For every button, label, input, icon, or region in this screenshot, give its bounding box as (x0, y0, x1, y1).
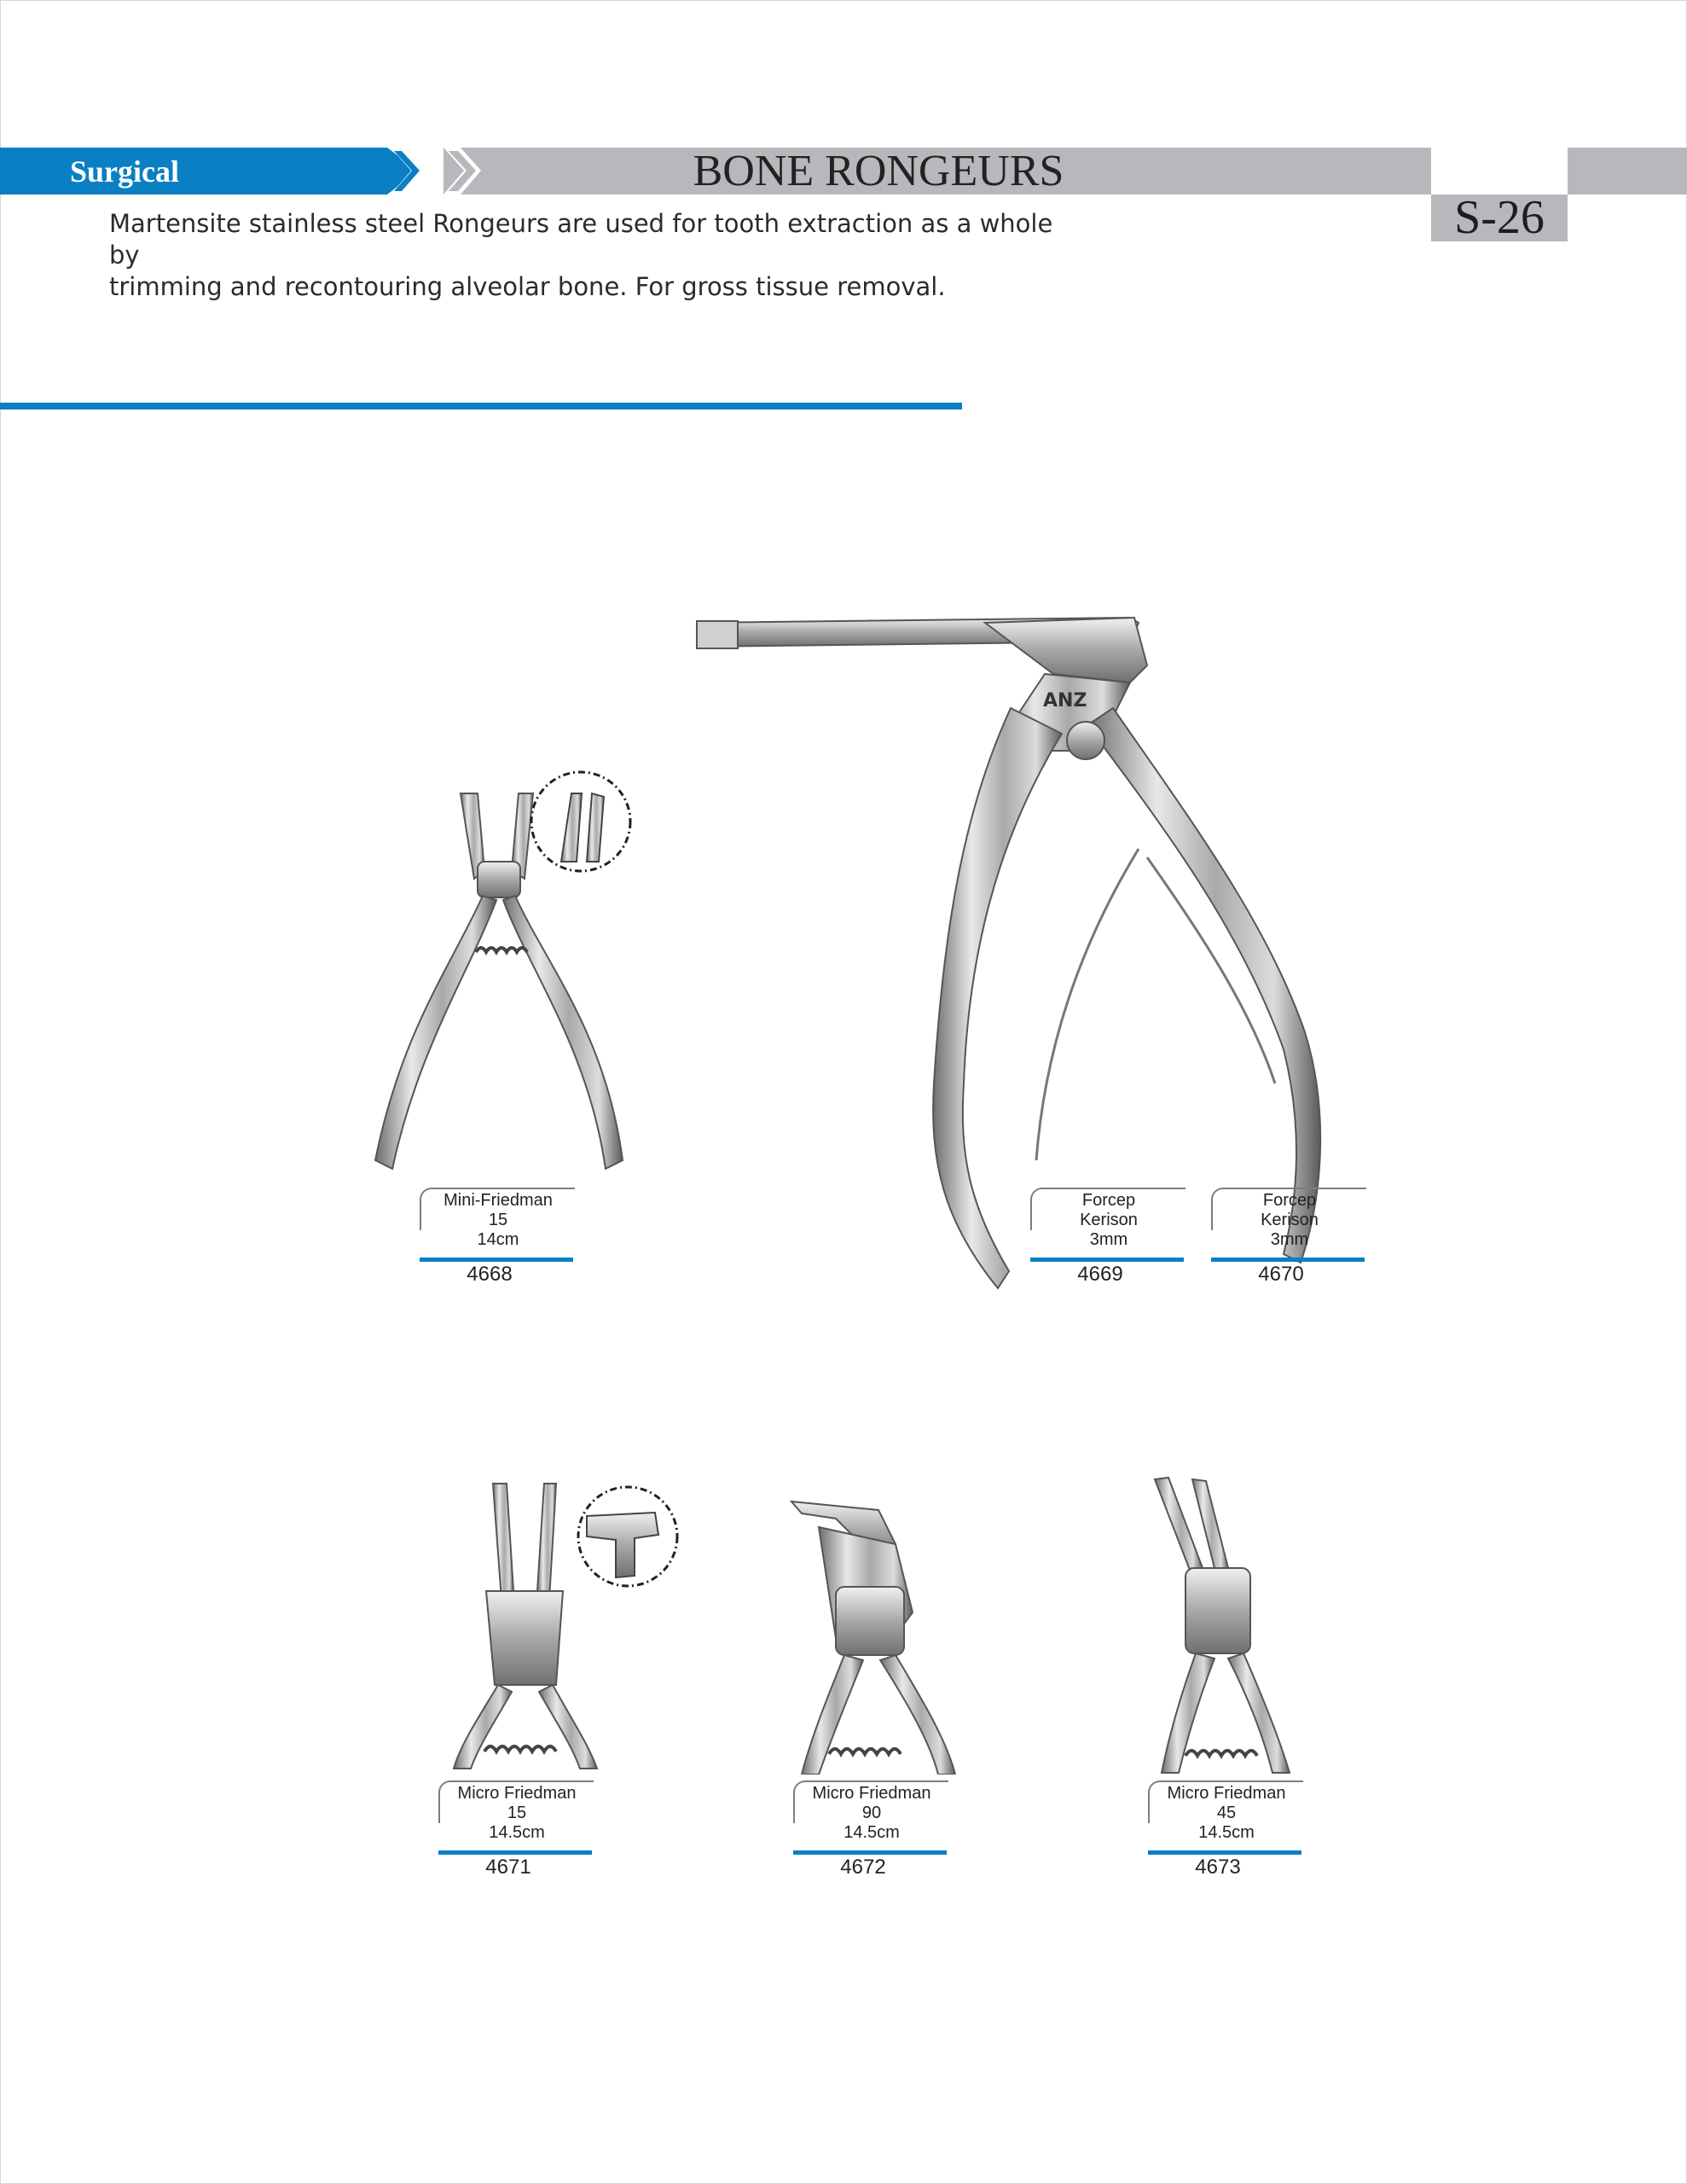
product-spec: Kerison (1261, 1211, 1319, 1229)
product-name: Micro Friedman (812, 1784, 931, 1803)
product-label-4668 (420, 1188, 577, 1286)
product-description (421, 1191, 575, 1250)
section-label: Surgical (70, 154, 180, 189)
product-size: 14.5cm (489, 1823, 545, 1842)
label-underline (438, 1850, 592, 1855)
tip-detail-icon (573, 1482, 682, 1591)
product-name: Micro Friedman (1167, 1784, 1286, 1803)
intro-paragraph (109, 208, 1090, 303)
intro-line-1: Martensite stainless steel Rongeurs are used for tooth extraction as a whole by (109, 209, 1053, 270)
chevron-right-icon (389, 148, 426, 195)
product-code: 4673 (1195, 1856, 1241, 1879)
product-code: 4672 (840, 1856, 886, 1879)
product-code: 4670 (1258, 1263, 1304, 1286)
product-label-4672 (793, 1780, 951, 1879)
section-tab (0, 148, 418, 195)
product-spec: 90 (861, 1804, 882, 1822)
chevron-right-icon (443, 148, 481, 195)
product-spec: 45 (1216, 1804, 1237, 1822)
page-title: BONE RONGEURS (693, 147, 1064, 195)
label-underline (793, 1850, 947, 1855)
product-description (795, 1784, 948, 1843)
section-divider (0, 403, 962, 410)
product-size: 14.5cm (844, 1823, 900, 1842)
product-size: 3mm (1089, 1230, 1128, 1249)
product-spec: 15 (507, 1804, 527, 1822)
product-code: 4669 (1077, 1263, 1123, 1286)
intro-line-2: trimming and recontouring alveolar bone. For gross tissue removal. (109, 272, 946, 301)
label-underline (1030, 1258, 1184, 1262)
product-description (1150, 1784, 1303, 1843)
product-name: Forcep (1081, 1191, 1136, 1210)
header-gray-bar-right (1568, 148, 1687, 195)
page-code-tab-gap (1431, 148, 1568, 195)
product-description (1213, 1191, 1366, 1250)
product-name: Mini-Friedman (443, 1191, 553, 1210)
product-size: 14cm (477, 1230, 519, 1249)
brand-logo: ANZ (1043, 690, 1087, 712)
product-label-4670 (1211, 1188, 1369, 1286)
label-underline (420, 1258, 573, 1262)
product-code: 4671 (485, 1856, 531, 1879)
product-spec: 15 (488, 1211, 508, 1229)
label-underline (1148, 1850, 1301, 1855)
product-name: Micro Friedman (457, 1784, 577, 1803)
product-spec: Kerison (1080, 1211, 1138, 1229)
product-label-4671 (438, 1780, 596, 1879)
product-code: 4668 (467, 1263, 513, 1286)
product-description (1032, 1191, 1186, 1250)
label-underline (1211, 1258, 1365, 1262)
product-label-4673 (1148, 1780, 1306, 1879)
product-description (440, 1784, 594, 1843)
micro-friedman-45-rongeur-image (1143, 1474, 1313, 1774)
product-size: 14.5cm (1198, 1823, 1255, 1842)
product-label-4669 (1030, 1188, 1188, 1286)
product-name: Forcep (1262, 1191, 1317, 1210)
micro-friedman-90-rongeur-image (785, 1493, 972, 1774)
tip-detail-icon (527, 768, 635, 875)
page-code: S-26 (1454, 191, 1545, 244)
product-size: 3mm (1270, 1230, 1309, 1249)
